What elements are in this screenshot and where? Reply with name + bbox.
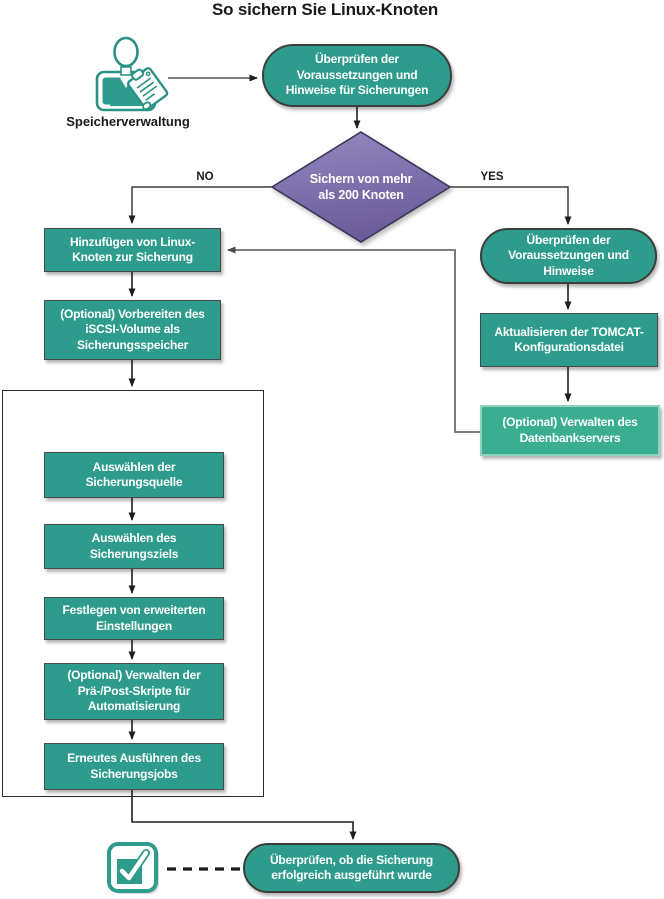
node-rerun-backup-job[interactable]: Erneutes Ausführen des Sicherungsjobs [44, 743, 224, 790]
decision-label: Sichern von mehr als 200 Knoten [309, 171, 413, 202]
edge-rerun-to-verify [132, 790, 353, 839]
node-check-prereq-backup[interactable]: Überprüfen der Voraussetzungen und Hinweise für Sicherungen [262, 44, 452, 107]
node-select-backup-source[interactable]: Auswählen der Sicherungsquelle [44, 452, 224, 498]
actor-label: Speicherverwaltung [66, 114, 190, 129]
node-update-tomcat[interactable]: Aktualisieren der TOMCAT-Konfigurationsdatei [480, 313, 658, 367]
storage-management-icon [86, 36, 172, 116]
node-select-backup-target[interactable]: Auswählen des Sicherungsziels [44, 524, 224, 569]
page-title: So sichern Sie Linux-Knoten [211, 0, 439, 19]
node-manage-db-server[interactable]: (Optional) Verwalten des Datenbankservers [480, 405, 660, 456]
edge-yes-branch [450, 187, 568, 224]
branch-yes-label: YES [480, 171, 504, 183]
node-verify-backup[interactable]: Überprüfen, ob die Sicherung erfolgreich ausgeführt wurde [243, 843, 460, 893]
node-pre-post-scripts[interactable]: (Optional) Verwalten der Prä-/Post-Skripte für Automatisierung [44, 663, 224, 720]
edge-no-branch [132, 187, 272, 223]
node-add-linux-nodes[interactable]: Hinzufügen von Linux-Knoten zur Sicherung [44, 228, 221, 272]
node-advanced-settings[interactable]: Festlegen von erweiterten Einstellungen [44, 597, 224, 640]
edge-db-feedback-to-add [228, 250, 480, 432]
node-check-prereq-notes[interactable]: Überprüfen der Voraussetzungen und Hinweise [480, 228, 657, 284]
checkbox-icon [106, 841, 164, 899]
branch-no-label: NO [196, 171, 214, 183]
node-prepare-iscsi[interactable]: (Optional) Vorbereiten des iSCSI-Volume als Sicherungsspeicher [44, 300, 221, 360]
